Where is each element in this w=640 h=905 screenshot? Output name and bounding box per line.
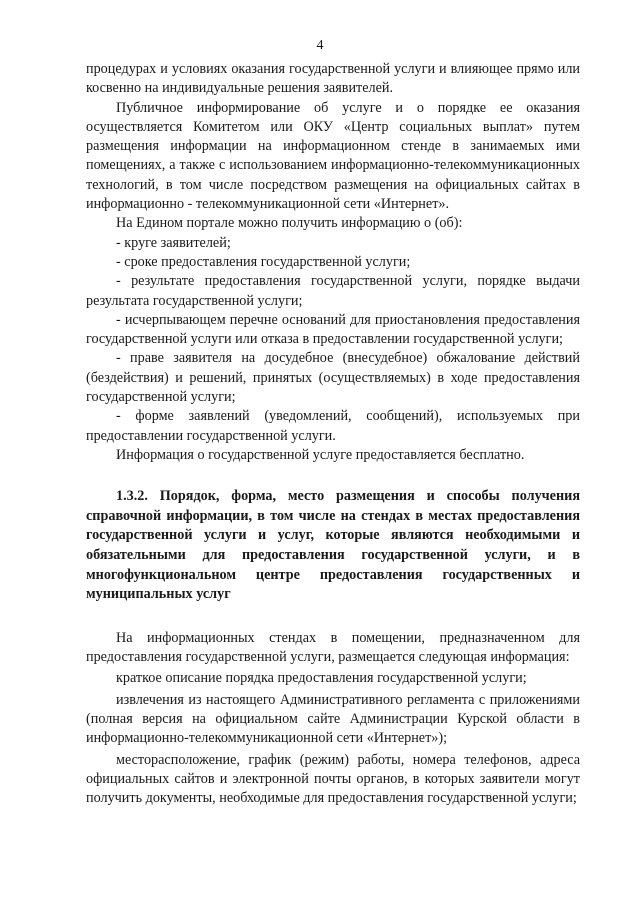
paragraph-info-stands: На информационных стендах в помещении, предназначенном для предоставления государственной услуги, размещается следующая информация: — [86, 629, 580, 666]
paragraph-continued: процедурах и условиях оказания государственной услуги и влияющее прямо или косвенно на индивидуальные решения заявителей. — [86, 61, 580, 97]
paragraph-free-info: Информация о государственной услуге предоставляется бесплатно. — [116, 446, 525, 463]
document-body — [86, 60, 580, 808]
page-number: 4 — [316, 38, 324, 53]
section-heading-1-3-2: 1.3.2. Порядок, форма, место размещения и способы получения справочной информации, в том числе на стендах в местах предоставления государственной услуги и услуг, которые являются необходимыми и обязательными для предоставления государственной услуги, и в многофункциональном центре предоставления государственных и муниципальных услуг — [86, 488, 580, 603]
list-item-term: - сроке предоставления государственной услуги; — [116, 253, 411, 270]
stand-item-regulation-extracts: извлечения из настоящего Административного регламента с приложениями (полная версия на официальном сайте Администрации Курской области в информационно-телекоммуникационной сети «Интернет»); — [86, 691, 580, 747]
list-item-applicants: - круге заявителей; — [116, 234, 231, 251]
paragraph-portal-intro: На Едином портале можно получить информацию о (об): — [116, 215, 463, 232]
list-item-forms: - форме заявлений (уведомлений, сообщений), используемых при предоставлении государственной услуги. — [86, 408, 580, 444]
list-item-grounds: - исчерпывающем перечне оснований для приостановления предоставления государственной услуги или отказа в предоставлении государственной услуги; — [86, 311, 580, 348]
paragraph-public-informing: Публичное информирование об услуге и о порядке ее оказания осуществляется Комитетом или ОКУ «Центр социальных выплат» путем размещения информации на информационном стенде в занимаемых ими помещениях, а также с использованием информационно-телекоммуникационных технологий, в том числе посредством размещения на официальных сайтах в информационно - телекоммуникационной сети «Интернет». — [86, 99, 580, 213]
stand-item-location-schedule: месторасположение, график (режим) работы, номера телефонов, адреса официальных сайтов и электронной почты органов, в которых заявители могут получить документы, необходимые для предоставления государственной услуги; — [86, 751, 580, 807]
list-item-result: - результате предоставления государственной услуги, порядке выдачи результата государственной услуги; — [86, 273, 580, 309]
list-item-appeal-right: - праве заявителя на досудебное (внесудебное) обжалование действий (бездействия) и решений, принятых (осуществляемых) в ходе предоставления государственной услуги; — [86, 350, 580, 406]
stand-item-short-description: краткое описание порядка предоставления государственной услуги; — [116, 670, 527, 687]
